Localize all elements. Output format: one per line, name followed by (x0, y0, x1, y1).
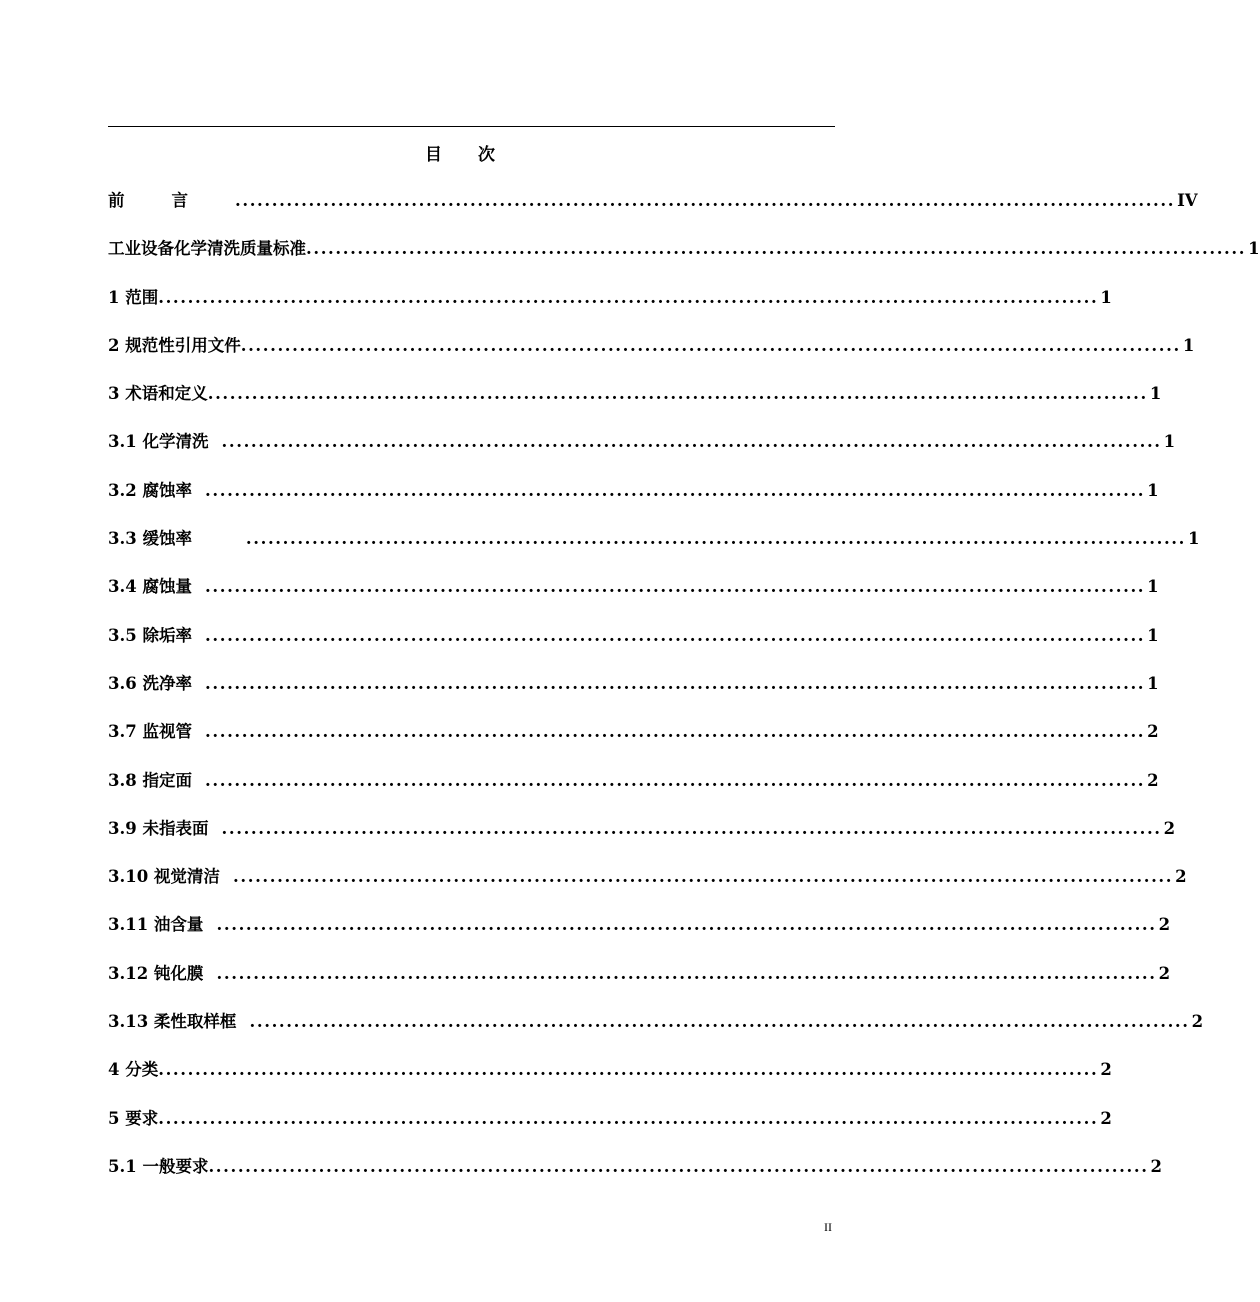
toc-leader-dots: ................................................................................................................................ (235, 191, 1176, 210)
toc-entry-label: 3.3 缓蚀率 (108, 529, 210, 549)
toc-leader-dots: ................................................................................................................................ (209, 529, 1186, 549)
toc-entry-label: 3.5 除垢率 (108, 625, 198, 645)
toc-entry-label: 工业设备化学清洗质量标准 (108, 239, 306, 259)
toc-leader-dots: ................................................................................................................................ (209, 963, 1157, 983)
toc-entry-page: 1 (1163, 432, 1176, 452)
toc-entry-page: 2 (1147, 722, 1159, 742)
toc-entry-label: 3.4 腐蚀量 (108, 577, 198, 597)
toc-entry-label: 5 要求 (108, 1108, 159, 1128)
toc-leader-dots: ................................................................................................................................ (214, 818, 1162, 838)
toc-entry-page: 2 (1163, 818, 1176, 838)
toc-entry-label: 3.10 视觉清洁 (108, 867, 226, 887)
toc-entry-5[interactable] (108, 1101, 1112, 1149)
toc-entry-label: 1 范围 (108, 287, 159, 307)
toc-entry-page: 1 (1147, 673, 1159, 693)
toc-leader-dots: ................................................................................................................................ (158, 1108, 1099, 1128)
toc-entry-3-13[interactable] (108, 1004, 1204, 1052)
toc-entry-page: 1 (1182, 335, 1195, 355)
toc-entry-label: 5.1 一般要求 (108, 1156, 209, 1176)
toc-leader-dots: ................................................................................................................................ (158, 1060, 1099, 1080)
toc-entry-3-5[interactable] (108, 618, 1159, 666)
toc-entry-label: 3.7 监视管 (108, 722, 198, 742)
toc-entry-page: 1 (1100, 287, 1112, 307)
toc-leader-dots: ................................................................................................................................ (209, 915, 1157, 935)
toc-entry-page: 2 (1100, 1060, 1112, 1080)
toc-entry-label: 3.12 钝化膜 (108, 963, 210, 983)
toc-entry-label: 3.1 化学清洗 (108, 432, 215, 452)
toc-entry-page: 1 (1147, 480, 1159, 500)
toc-entry-3-10[interactable] (108, 859, 1187, 907)
toc-leader-dots: ................................................................................................................................ (242, 1012, 1190, 1032)
toc-entry-5-1[interactable] (108, 1149, 1163, 1197)
toc-leader-dots: ................................................................................................................................ (197, 480, 1146, 500)
toc-entry-3-3[interactable] (108, 521, 1200, 569)
page-number: II (824, 1220, 832, 1234)
toc-entry-preface[interactable] (108, 183, 1198, 231)
toc-entry-3-2[interactable] (108, 473, 1159, 521)
toc-entry-label: 3 术语和定义 (108, 384, 208, 404)
toc-leader-dots: ................................................................................................................................ (207, 384, 1148, 404)
toc-entry-3-7[interactable] (108, 714, 1159, 762)
toc-leader-dots: ................................................................................................................................ (225, 867, 1174, 887)
toc-leader-dots: ................................................................................................................................ (197, 722, 1146, 742)
toc-entry-3-12[interactable] (108, 956, 1171, 1004)
toc-entry-page: 2 (1175, 867, 1187, 887)
toc-leader-dots: ................................................................................................................................ (240, 335, 1181, 355)
toc-entry-3-9[interactable] (108, 811, 1176, 859)
toc-entry-standard[interactable] (108, 231, 1260, 279)
toc-entry-label: 3.6 洗净率 (108, 673, 198, 693)
toc-entry-label: 3.2 腐蚀率 (108, 480, 198, 500)
toc-entry-4[interactable] (108, 1052, 1112, 1100)
toc-entry-label: 4 分类 (108, 1060, 159, 1080)
table-of-contents (108, 183, 1260, 1197)
toc-entry-page: 2 (1158, 963, 1171, 983)
toc-entry-3-11[interactable] (108, 907, 1171, 955)
toc-leader-dots: ................................................................................................................................ (197, 625, 1146, 645)
toc-entry-label: 前言 (108, 191, 235, 210)
toc-entry-3[interactable] (108, 376, 1162, 424)
toc-entry-page: 2 (1100, 1108, 1112, 1128)
toc-entry-3-8[interactable] (108, 763, 1159, 811)
toc-entry-page: 2 (1158, 915, 1171, 935)
toc-leader-dots: ................................................................................................................................ (158, 287, 1099, 307)
toc-entry-page: 1 (1248, 239, 1260, 259)
toc-leader-dots: ................................................................................................................................ (306, 239, 1247, 259)
toc-entry-label: 3.11 油含量 (108, 915, 210, 935)
toc-entry-page: 1 (1147, 625, 1159, 645)
toc-leader-dots: ................................................................................................................................ (214, 432, 1162, 452)
toc-entry-1[interactable] (108, 280, 1112, 328)
toc-entry-3-4[interactable] (108, 569, 1159, 617)
toc-leader-dots: ................................................................................................................................ (197, 673, 1146, 693)
toc-entry-3-1[interactable] (108, 424, 1176, 472)
toc-entry-page: 1 (1147, 577, 1159, 597)
toc-entry-page: 2 (1191, 1012, 1204, 1032)
toc-entry-label: 3.13 柔性取样框 (108, 1012, 243, 1032)
toc-entry-page: 2 (1150, 1156, 1163, 1176)
toc-entry-page: 1 (1149, 384, 1162, 404)
toc-entry-label: 3.9 未指表面 (108, 818, 215, 838)
toc-entry-page: 1 (1188, 529, 1200, 549)
toc-entry-page: 2 (1147, 770, 1159, 790)
toc-entry-page: IV (1177, 191, 1198, 210)
header-rule (108, 126, 835, 127)
toc-entry-3-6[interactable] (108, 666, 1159, 714)
toc-leader-dots: ................................................................................................................................ (208, 1156, 1149, 1176)
toc-entry-label: 2 规范性引用文件 (108, 335, 241, 355)
toc-title: 目次 (425, 145, 531, 165)
toc-leader-dots: ................................................................................................................................ (197, 577, 1146, 597)
toc-entry-label: 3.8 指定面 (108, 770, 198, 790)
toc-entry-2[interactable] (108, 328, 1195, 376)
toc-leader-dots: ................................................................................................................................ (197, 770, 1146, 790)
